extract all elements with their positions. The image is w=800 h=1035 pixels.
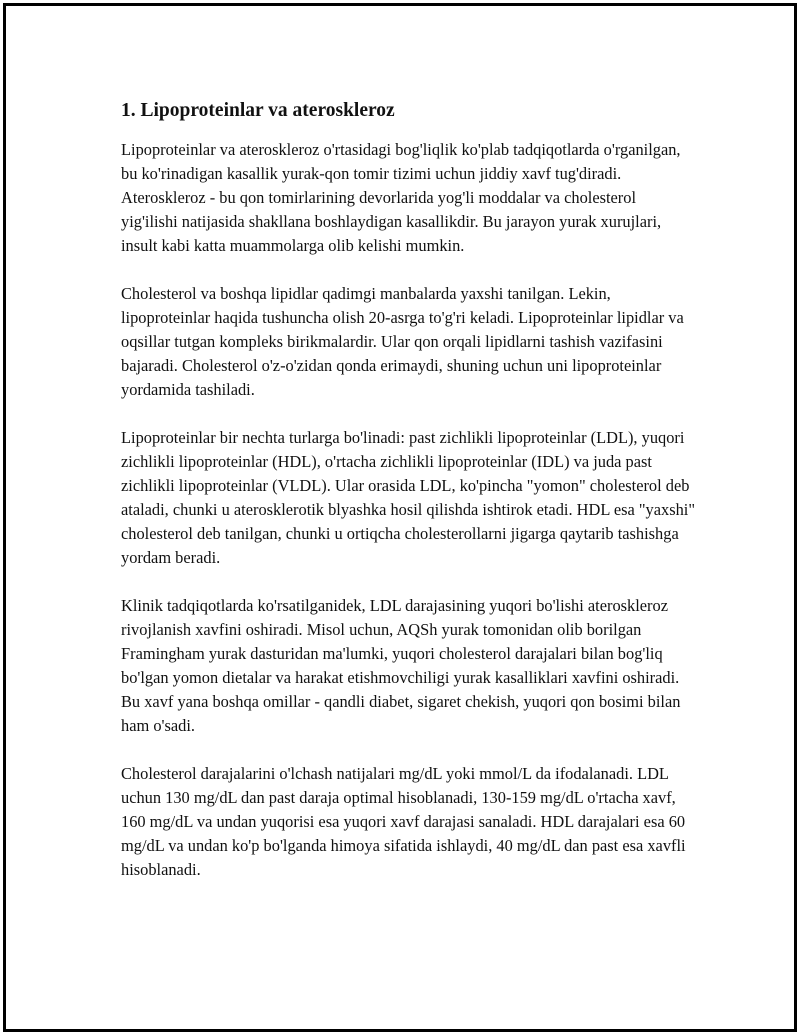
paragraph-clinical-studies: Klinik tadqiqotlarda ko'rsatilganidek, LDL darajasining yuqori bo'lishi ateroskleroz rivojlanish xavfini oshiradi. Misol uchun, AQSh yurak tomonidan olib borilgan Framingham yurak dasturidan ma'lumki, yuqori cholesterol darajalari bilan bog'liq bo'lgan yomon dietalar va harakat etishmovchiligi yurak kasalliklari xavfini oshiradi. Bu xavf yana boshqa omillar - qandli diabet, sigaret chekish, yuqori qon bosimi bilan ham o'sadi. <box>121 596 681 735</box>
section-heading: 1. Lipoproteinlar va ateroskleroz <box>121 100 395 121</box>
document-body <box>121 98 696 906</box>
paragraph-lipoprotein-definition: Cholesterol va boshqa lipidlar qadimgi manbalarda yaxshi tanilgan. Lekin, lipoproteinlar haqida tushuncha olish 20-asrga to'g'ri keladi. Lipoproteinlar lipidlar va oqsillar tutgan kompleks birikmalardir. Ular qon orqali lipidlarni tashish vazifasini bajaradi. Cholesterol o'z-o'zidan qonda erimaydi, shuning uchun uni lipoproteinlar yordamida tashiladi. <box>121 284 684 399</box>
paragraph-lipoprotein-types: Lipoproteinlar bir nechta turlarga bo'linadi: past zichlikli lipoproteinlar (LDL), yuqori zichlikli lipoproteinlar (HDL), o'rtacha zichlikli lipoproteinlar (IDL) va juda past zichlikli lipoproteinlar (VLDL). Ular orasida LDL, ko'pincha "yomon" cholesterol deb ataladi, chunki u aterosklerotik blyashka hosil qilishda ishtirok etadi. HDL esa "yaxshi" cholesterol deb tanilgan, chunki u ortiqcha cholesterollarni jigarga qaytarib tashishga yordam beradi. <box>121 428 696 567</box>
paragraph-cholesterol-levels: Cholesterol darajalarini o'lchash natijalari mg/dL yoki mmol/L da ifodalanadi. LDL uchun 130 mg/dL dan past daraja optimal hisoblanadi, 130-159 mg/dL o'rtacha xavf, 160 mg/dL va undan yuqorisi esa yuqori xavf darajasi sanaladi. HDL darajalari esa 60 mg/dL va undan ko'p bo'lganda himoya sifatida ishlaydi, 40 mg/dL dan past esa xavfli hisoblanadi. <box>121 764 686 879</box>
page-frame <box>3 3 797 1032</box>
paragraph-atherosclerosis-intro: Lipoproteinlar va ateroskleroz o'rtasidagi bog'liqlik ko'plab tadqiqotlarda o'rganilgan, bu ko'rinadigan kasallik yurak-qon tomir tizimi uchun jiddiy xavf tug'diradi. Ateroskleroz - bu qon tomirlarining devorlarida yog'li moddalar va cholesterol yig'ilishi natijasida shakllana boshlaydigan kasallikdir. Bu jarayon yurak xurujlari, insult kabi katta muammolarga olib kelishi mumkin. <box>121 140 681 255</box>
